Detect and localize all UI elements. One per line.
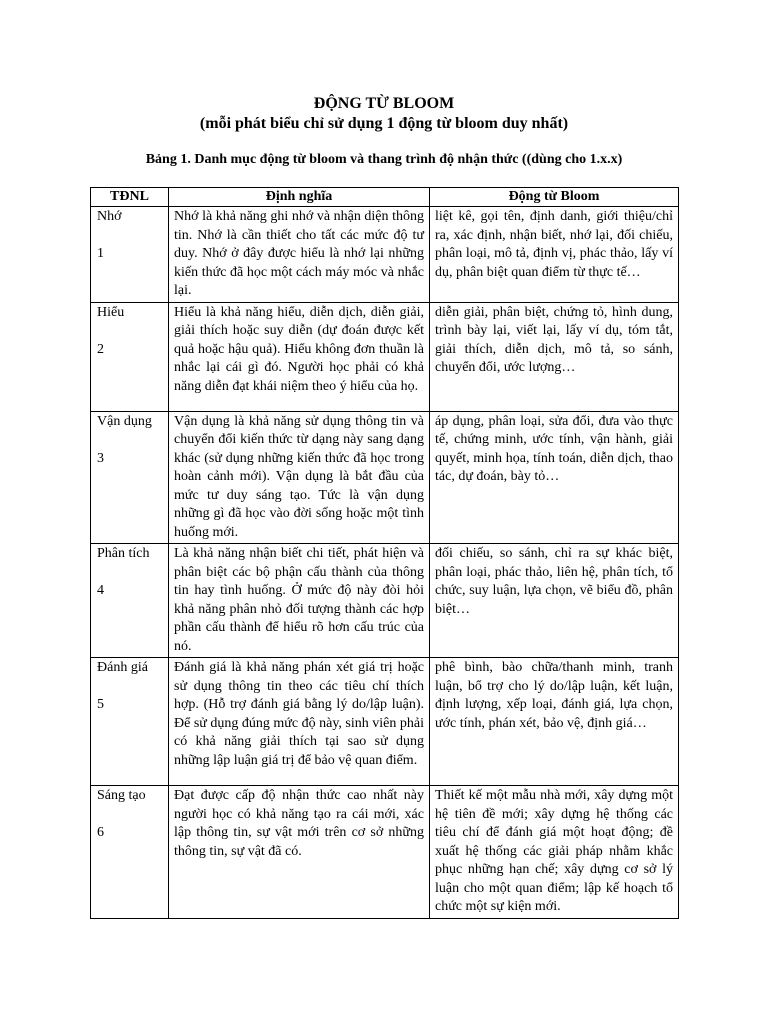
level-cell [91,658,169,786]
table-row [91,411,679,544]
document-subtitle: (mỗi phát biểu chỉ sử dụng 1 động từ bloom duy nhất) [199,115,569,132]
table-row [91,544,679,658]
header-level: TĐNL [91,188,169,207]
definition-cell: Là khả năng nhận biết chi tiết, phát hiện và phân biệt các bộ phận cấu thành của thông tin hay tình huống. Ở mức độ này đòi hỏi khả năng phân nhỏ đối tượng thành các hợp phần cấu thành để hiểu rõ hơn cấu trúc của nó. [169,544,430,658]
level-cell [91,207,169,303]
verbs-cell: diễn giải, phân biệt, chứng tỏ, hình dung, trình bày lại, viết lại, lấy ví dụ, tóm tắt, giải thích, diễn dịch, mô tả, so sánh, chuyển đổi, ước lượng… [430,302,679,411]
definition-cell: Đánh giá là khả năng phán xét giá trị hoặc sử dụng thông tin theo các tiêu chí thích hợp. (Hỗ trợ đánh giá bằng lý do/lập luận). Để sử dụng đúng mức độ này, sinh viên phải có khả năng giải thích tại sao sử dụng những lập luận giá trị để bảo vệ quan điểm. [169,658,430,786]
table-header-row [91,188,679,207]
level-number: 6 [97,825,104,840]
level-number: 2 [97,341,104,357]
bloom-verbs-table [90,187,679,919]
level-name: Phân tích [97,546,150,561]
level-cell [91,544,169,658]
level-name: Nhớ [97,209,122,224]
verbs-cell: Thiết kế một mẫu nhà mới, xây dựng một hệ tiên đề mới; xây dựng hệ thống các tiêu chí để đánh giá một hoạt động; đề xuất hệ thống các giải pháp nhằm khắc phục những hạn chế; xây dựng cơ sở lý luận cho một quan điểm; lập kế hoạch tổ chức một sự kiện mới. [430,786,679,919]
level-name: Đánh giá [97,660,148,675]
level-cell [91,411,169,544]
level-cell [91,786,169,919]
level-number: 4 [97,583,104,598]
level-number: 3 [97,450,104,466]
table-row [91,207,679,303]
table-caption: Bảng 1. Danh mục động từ bloom và thang trình độ nhận thức ((dùng cho 1.x.x) [145,152,623,167]
level-name: Sáng tạo [97,788,146,803]
table-row [91,302,679,411]
verbs-cell: liệt kê, gọi tên, định danh, giới thiệu/chỉ ra, xác định, nhận biết, nhớ lại, đối chiếu, phân loại, mô tả, định vị, phác thảo, lấy ví dụ, phân biệt quan điểm từ thực tế… [430,207,679,303]
verbs-cell: đối chiếu, so sánh, chỉ ra sự khác biệt, phân loại, phác thảo, liên hệ, phân tích, tổ chức, suy luận, lựa chọn, vẽ biểu đồ, phân biệt… [430,544,679,658]
level-cell [91,302,169,411]
level-name: Vận dụng [97,413,152,429]
header-definition: Định nghĩa [169,188,430,207]
level-number: 5 [97,697,104,712]
definition-cell: Vận dụng là khả năng sử dụng thông tin và chuyển đổi kiến thức từ dạng này sang dạng khác (sử dụng những kiến thức đã học trong hoàn cảnh mới). Vận dụng là bắt đầu của mức tư duy sáng tạo. Tức là vận dụng những gì đã học vào đời sống hoặc một tình huống mới. [169,411,430,544]
definition-cell: Nhớ là khả năng ghi nhớ và nhận diện thông tin. Nhớ là cần thiết cho tất các mức độ tư duy. Nhớ ở đây được hiểu là nhớ lại những kiến thức đã học một cách máy móc và nhắc lại. [169,207,430,303]
definition-cell: Đạt được cấp độ nhận thức cao nhất này người học có khả năng tạo ra cái mới, xác lập thông tin, sự vật mới trên cơ sở những thông tin, sự vật đã có. [169,786,430,919]
definition-cell: Hiểu là khả năng hiểu, diễn dịch, diễn giải, giải thích hoặc suy diễn (dự đoán được kết quả hoặc hậu quả). Hiểu không đơn thuần là nhắc lại cái gì đó. Người học phải có khả năng diễn đạt khái niệm theo ý hiểu của họ. [169,302,430,411]
level-name: Hiểu [97,304,125,320]
table-row [91,786,679,919]
verbs-cell: phê bình, bào chữa/thanh minh, tranh luận, bổ trợ cho lý do/lập luận, kết luận, định lượng, xếp loại, đánh giá, lựa chọn, ước tính, phán xét, bảo vệ, định giá… [430,658,679,786]
document-title: ĐỘNG TỪ BLOOM [313,95,455,112]
table-row [91,658,679,786]
header-bloom-verbs: Động từ Bloom [430,188,679,207]
level-number: 1 [97,246,104,261]
verbs-cell: áp dụng, phân loại, sửa đổi, đưa vào thực tế, chứng minh, ước tính, vận hành, giải quyết, minh họa, tính toán, diễn dịch, thao tác, dự đoán, bày tỏ… [430,411,679,544]
